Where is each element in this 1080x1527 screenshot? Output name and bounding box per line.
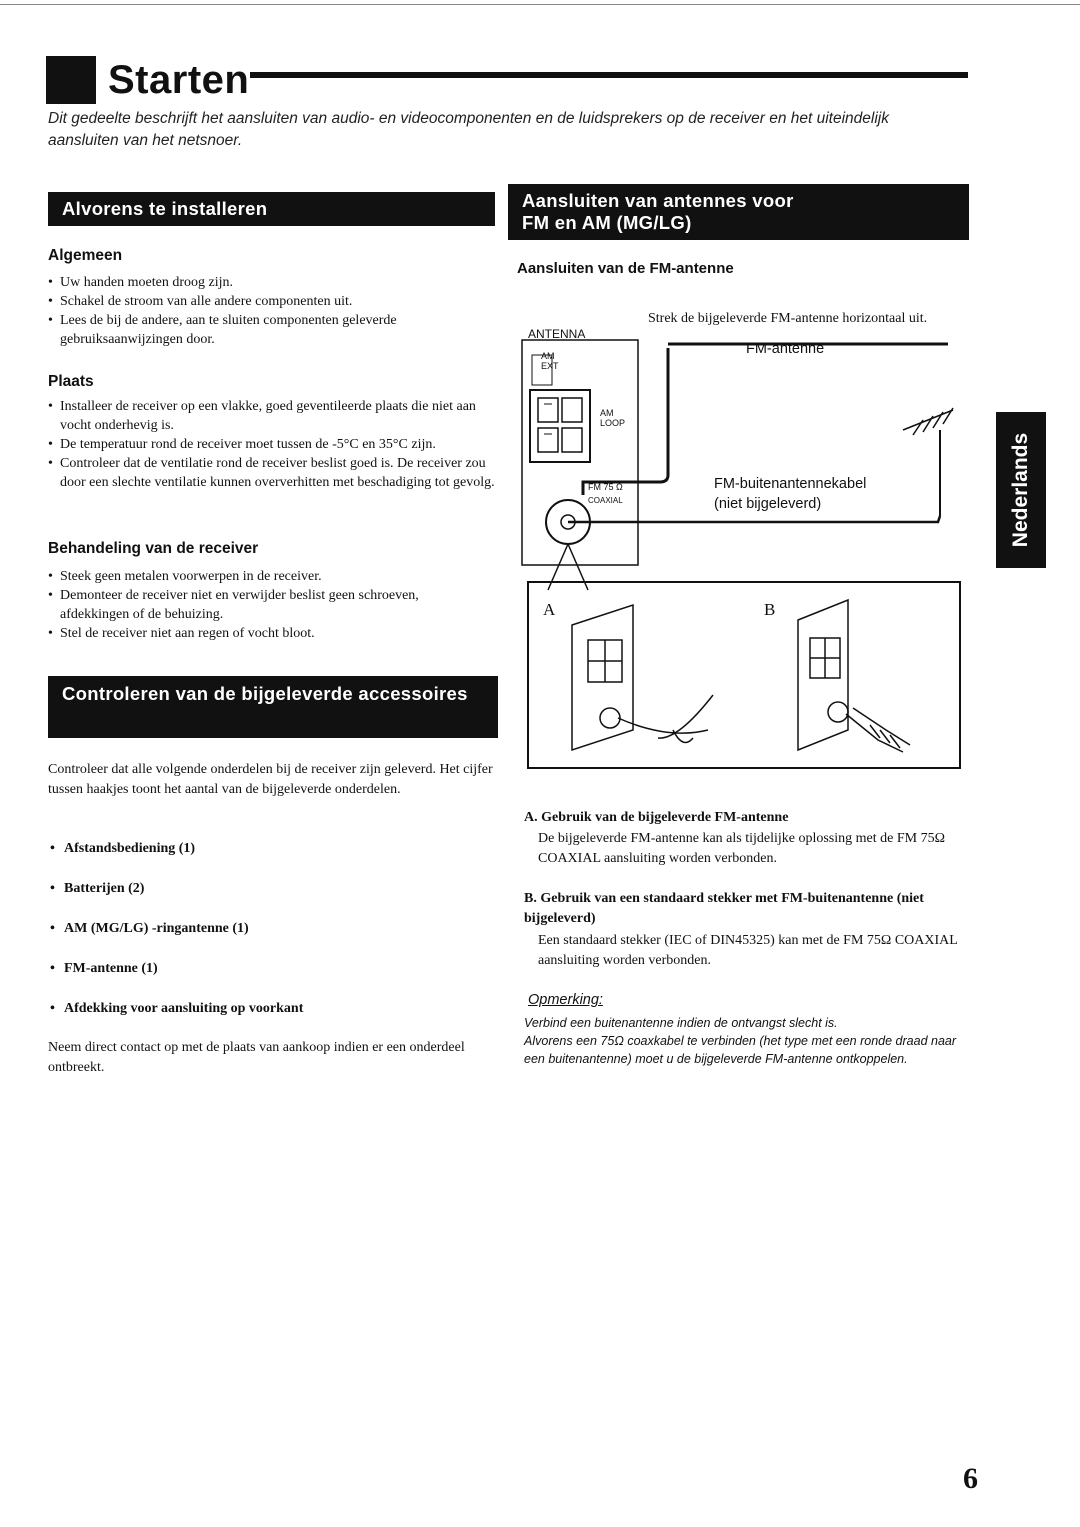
am-loop-terminals bbox=[530, 390, 590, 462]
antenna-header-line1: Aansluiten van antennes voor bbox=[522, 190, 794, 211]
antenna-label: ANTENNA bbox=[528, 327, 586, 341]
outdoor-antenna-cable bbox=[568, 516, 940, 522]
outdoor-antenna-icon bbox=[903, 408, 953, 435]
accessories-intro: Controleer dat alle volgende onderdelen bij de receiver zijn geleverd. Het cijfer tussen haakjes toont het aantal van de bijgeleverde onderdelen. bbox=[48, 762, 493, 797]
fm-antenne-label: FM-antenne bbox=[746, 341, 825, 357]
list-item: • Batterijen (2) bbox=[50, 881, 490, 921]
antenna-header-line2: FM en AM (MG/LG) bbox=[522, 212, 692, 233]
detail-a-illustration bbox=[572, 605, 713, 750]
note-line: Verbind een buitenantenne indien de ontvangst slecht is. bbox=[524, 1016, 838, 1030]
list-item: • Steek geen metalen voorwerpen in de receiver. bbox=[48, 567, 488, 586]
list-item: • Stel de receiver niet aan regen of vocht bloot. bbox=[48, 624, 488, 643]
list-item: • AM (MG/LG) -ringantenne (1) bbox=[50, 921, 490, 961]
note-title: Opmerking: bbox=[528, 992, 603, 1008]
list-item: • FM-antenne (1) bbox=[50, 961, 490, 1001]
section-header-accessories: Controleren van de bijgeleverde accessoires bbox=[48, 676, 498, 738]
caption-a-heading: A. Gebruik van de bijgeleverde FM-antenne bbox=[524, 810, 789, 825]
caption-b-text: Een standaard stekker (IEC of DIN45325) kan met de FM 75Ω COAXIAL aansluiting worden verbonden. bbox=[538, 933, 958, 968]
am-loop-label: AM LOOP bbox=[600, 408, 626, 428]
list-item: • Afstandsbediening (1) bbox=[50, 841, 490, 881]
intro-text: Dit gedeelte beschrijft het aansluiten van audio- en videocomponenten en de luidsprekers op de receiver en het uiteindelijk aansluiten van het netsnoer. bbox=[48, 110, 889, 149]
label-b: B bbox=[764, 600, 776, 619]
detail-box bbox=[528, 582, 960, 768]
antenna-diagram bbox=[508, 320, 978, 780]
caption-a-text: De bijgeleverde FM-antenne kan als tijdelijke oplossing met de FM 75Ω COAXIAL aansluiting worden verbonden. bbox=[538, 831, 945, 866]
list-item: • Lees de bij de andere, aan te sluiten componenten geleverde gebruiksaanwijzingen door. bbox=[48, 311, 480, 349]
list-item: • De temperatuur rond de receiver moet tussen de -5°C en 35°C zijn. bbox=[48, 435, 500, 454]
page-number: 6 bbox=[963, 1462, 978, 1495]
accessories-list bbox=[50, 841, 490, 1041]
top-rule bbox=[0, 4, 1080, 5]
note-line: Alvorens een 75Ω coaxkabel te verbinden (het type met een ronde draad naar een buitenantenne) moet u de bijgeleverde FM-antenne ontkoppelen. bbox=[524, 1034, 957, 1066]
label-a: A bbox=[543, 600, 556, 619]
heading-plaats: Plaats bbox=[48, 373, 94, 390]
list-plaats bbox=[48, 397, 500, 492]
side-tab-label: Nederlands bbox=[1009, 432, 1032, 548]
list-item: • Afdekking voor aansluiting op voorkant bbox=[50, 1001, 490, 1041]
list-item: • Uw handen moeten droog zijn. bbox=[48, 273, 480, 292]
list-behandeling bbox=[48, 567, 488, 643]
heading-algemeen: Algemeen bbox=[48, 247, 123, 264]
heading-behandeling: Behandeling van de receiver bbox=[48, 540, 259, 557]
section-header-antennas bbox=[508, 184, 969, 240]
fm-antenna-wire bbox=[583, 348, 668, 495]
page-title: Starten bbox=[108, 58, 250, 102]
accessories-outro: Neem direct contact op met de plaats van aankoop indien er een onderdeel ontbreekt. bbox=[48, 1040, 465, 1075]
list-item: • Schakel de stroom van alle andere componenten uit. bbox=[48, 292, 480, 311]
heading-fm-antenne: Aansluiten van de FM-antenne bbox=[517, 260, 734, 277]
language-side-tab bbox=[996, 412, 1046, 568]
section-header-install: Alvorens te installeren bbox=[48, 192, 495, 226]
am-ext-label: AM EXT bbox=[541, 351, 559, 371]
outdoor-cable-label: FM-buitenantennekabel (niet bijgeleverd) bbox=[714, 476, 867, 512]
stretch-instruction: Strek de bijgeleverde FM-antenne horizontaal uit. bbox=[648, 311, 928, 326]
list-item: • Controleer dat de ventilatie rond de receiver beslist goed is. De receiver zou door een slechte ventilatie kunnen oververhitten met beschadiging tot gevolg. bbox=[48, 454, 500, 492]
list-algemeen bbox=[48, 273, 480, 349]
caption-b-heading: B. Gebruik van een standaard stekker met FM-buitenantenne (niet bijgeleverd) bbox=[524, 891, 924, 926]
list-item: • Installeer de receiver op een vlakke, goed geventileerde plaats die niet aan vocht onderhevig is. bbox=[48, 397, 500, 435]
detail-b-illustration bbox=[798, 600, 910, 752]
note-text bbox=[524, 1014, 974, 1068]
title-block-marker bbox=[46, 56, 96, 104]
title-rule bbox=[250, 72, 968, 78]
coaxial-label: COAXIAL bbox=[588, 496, 623, 505]
list-item: • Demonteer de receiver niet en verwijder beslist geen schroeven, afdekkingen of de behuizing. bbox=[48, 586, 488, 624]
fm75-label: FM 75 Ω bbox=[588, 482, 623, 492]
